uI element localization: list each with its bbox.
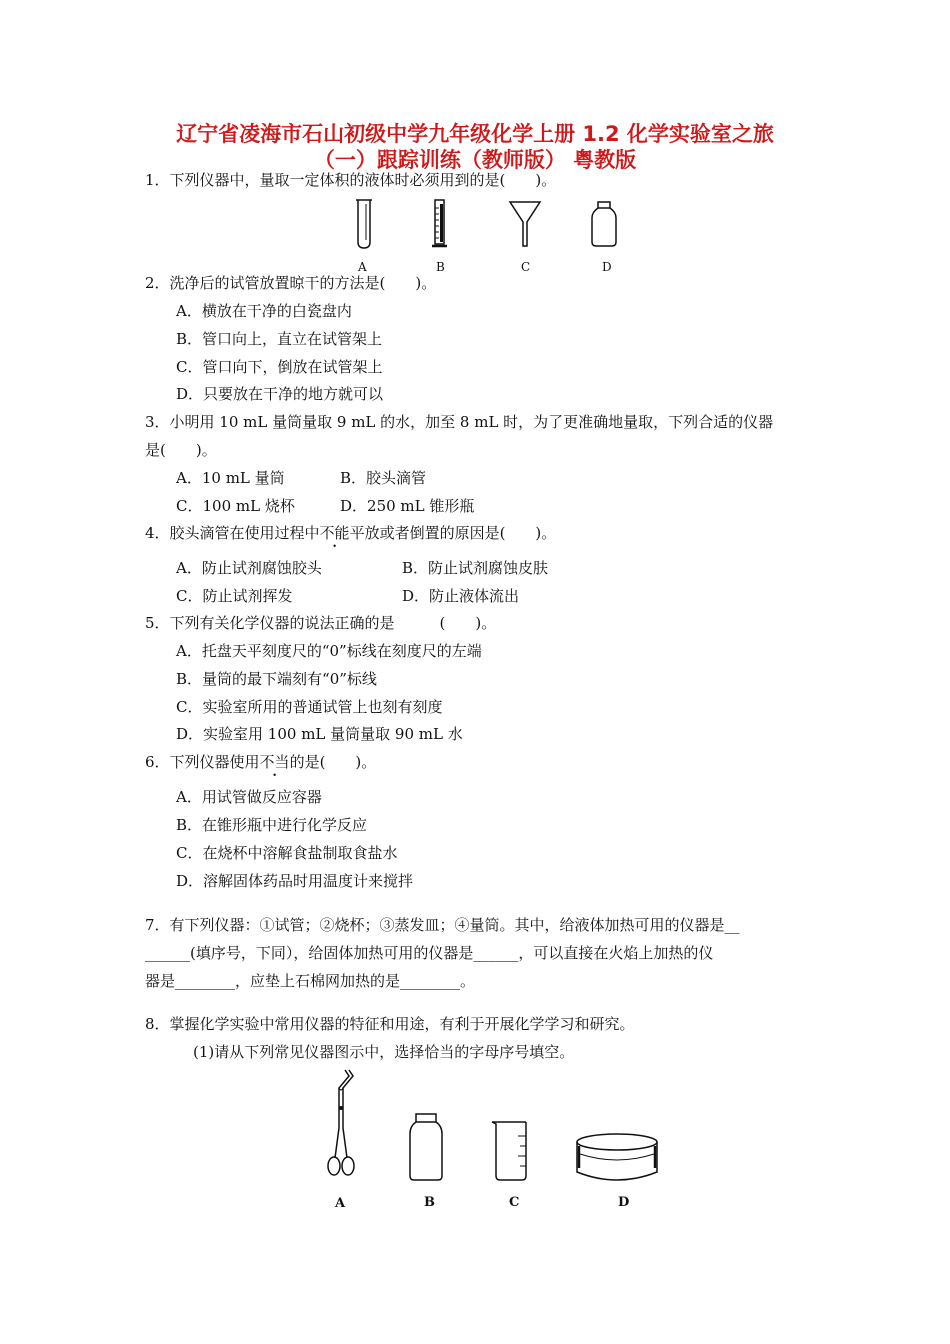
q4-emphasis: 不能 [319, 524, 350, 542]
q6-text-pre: 6．下列仪器使用 [145, 753, 260, 771]
q3-option-b: B．胶头滴管 [340, 469, 427, 487]
q6-option-c: C．在烧杯中溶解食盐制取食盐水 [176, 844, 398, 862]
q8-subquestion-1: (1)请从下列常见仪器图示中，选择恰当的字母序号填空。 [193, 1043, 575, 1061]
question-1: 1．下列仪器中，量取一定体积的液体时必须用到的是( )。 [145, 171, 557, 189]
question-7-line1: 7．有下列仪器：①试管；②烧杯；③蒸发皿；④量筒。其中，给液体加热可用的仪器是__ [145, 916, 740, 934]
q6-option-a: A．用试管做反应容器 [176, 788, 322, 806]
q3-option-a: A．10 mL 量筒 [176, 469, 285, 487]
q6-option-b: B．在锥形瓶中进行化学反应 [176, 816, 368, 834]
bottle-icon [590, 200, 618, 248]
q4-option-b: B．防止试剂腐蚀皮肤 [402, 559, 549, 577]
q2-option-a: A．横放在干净的白瓷盘内 [176, 302, 352, 320]
wide-mouth-bottle-icon [408, 1112, 444, 1182]
q5-option-a: A．托盘天平刻度尺的“0”标线在刻度尺的左端 [176, 642, 482, 660]
q5-option-d: D．实验室用 100 mL 量筒量取 90 mL 水 [176, 725, 463, 743]
q3-option-c: C．100 mL 烧杯 [176, 497, 295, 515]
beaker-icon [490, 1118, 530, 1182]
q1-label-d: D [602, 260, 612, 274]
q4-text-pre: 4．胶头滴管在使用过程中 [145, 524, 320, 542]
q2-option-c: C．管口向下，倒放在试管架上 [176, 358, 383, 376]
q8-label-d: D [618, 1195, 630, 1210]
question-6 [145, 752, 376, 772]
q4-option-a: A．防止试剂腐蚀胶头 [176, 559, 322, 577]
q8-label-a: A [335, 1196, 346, 1211]
question-7-line2: ______(填序号，下同），给固体加热可用的仪器是______，可以直接在火焰上加热的仪 [145, 944, 714, 962]
q1-label-a: A [358, 260, 367, 274]
q2-option-d: D．只要放在干净的地方就可以 [176, 385, 384, 403]
q6-option-d: D．溶解固体药品时用温度计来搅拌 [176, 872, 414, 890]
question-4 [145, 523, 556, 543]
q4-text-post: 平放或者倒置的原因是( )。 [349, 524, 557, 542]
q5-option-b: B．量筒的最下端刻有“0”标线 [176, 670, 377, 688]
q1-label-b: B [436, 260, 445, 274]
question-2: 2．洗净后的试管放置晾干的方法是( )。 [145, 274, 437, 292]
q4-option-c: C．防止试剂挥发 [176, 587, 293, 605]
question-7-line3: 器是________，应垫上石棉网加热的是________。 [145, 972, 476, 990]
q8-label-b: B [424, 1195, 435, 1210]
q6-emphasis: 不当 [259, 753, 290, 771]
question-3-line1: 3．小明用 10 mL 量筒量取 9 mL 的水，加至 8 mL 时，为了更准确地量取，下列合适的仪器 [145, 413, 774, 431]
question-3-line2: 是( )。 [145, 441, 217, 459]
q4-option-d: D．防止液体流出 [402, 587, 520, 605]
q3-option-d: D．250 mL 锥形瓶 [340, 497, 475, 515]
document-title-line2: （一）跟踪训练（教师版） 粤教版 [313, 148, 637, 172]
question-8: 8．掌握化学实验中常用仪器的特征和用途，有利于开展化学学习和研究。 [145, 1015, 635, 1033]
crucible-tongs-icon [325, 1068, 359, 1182]
graduated-cylinder-icon [430, 198, 450, 250]
document-title-line1: 辽宁省凌海市石山初级中学九年级化学上册 1.2 化学实验室之旅 [176, 122, 774, 146]
q8-label-c: C [509, 1195, 520, 1210]
dish-icon [574, 1132, 660, 1184]
q6-text-post: 的是( )。 [289, 753, 377, 771]
funnel-icon [508, 198, 542, 250]
q5-option-c: C．实验室所用的普通试管上也刻有刻度 [176, 698, 443, 716]
q1-label-c: C [521, 260, 531, 274]
question-5: 5．下列有关化学仪器的说法正确的是 ( )。 [145, 614, 497, 632]
q2-option-b: B．管口向上，直立在试管架上 [176, 330, 383, 348]
test-tube-icon [356, 198, 372, 250]
